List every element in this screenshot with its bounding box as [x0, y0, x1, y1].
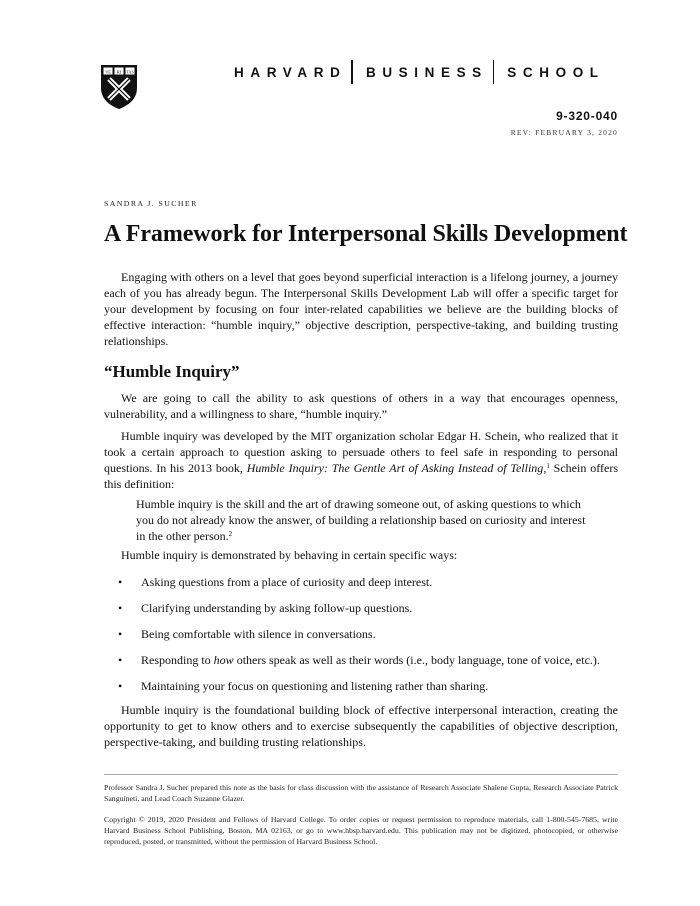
- book-title: Humble Inquiry: The Gentle Art of Asking Instead of Telling: [246, 461, 544, 475]
- block-quote: [136, 496, 586, 544]
- hbs-shield-logo: [100, 64, 138, 110]
- bullet-text-end: others speak as well as their words (i.e., body language, tone of voice, etc.).: [233, 653, 600, 667]
- author-name: SANDRA J. SUCHER: [104, 199, 198, 208]
- wordmark-school: SCHOOL: [507, 64, 605, 80]
- bullet-text: Being comfortable with silence in conversations.: [141, 627, 376, 641]
- origin-text-end: Schein offers this definition:: [104, 461, 618, 491]
- list-item: [104, 652, 624, 678]
- list-item: [104, 626, 624, 652]
- preparation-note: Professor Sandra J. Sucher prepared this note as the basis for class discussion with the assistance of Research Associate Shalene Gupta, Research Associate Patrick Sanguineti, and Lead Coach Suzanne Glazer.: [104, 783, 618, 803]
- list-item: [104, 600, 624, 626]
- shield-text-ve: VE: [105, 69, 111, 75]
- intro-paragraph: Engaging with others on a level that goes beyond superficial interaction is a lifelong journey, a journey each of you has already begun. The Interpersonal Skills Development Lab will offer a specific target for your development by focusing on four inter-related capabilities we believe are the building blocks of effective interaction: “humble inquiry,” objective description, perspective-taking, and building trusting relationships.: [104, 270, 618, 348]
- definition-paragraph: We are going to call the ability to ask questions of others in a way that encourages openness, vulnerability, and a willingness to share, “humble inquiry.”: [104, 391, 618, 421]
- quote-text: Humble inquiry is the skill and the art of drawing someone out, of asking questions to which you do not already know the answer, of building a relationship based on curiosity and interest in the other person.: [136, 497, 586, 543]
- revision-date: REV: FEBRUARY 3, 2020: [510, 128, 618, 137]
- list-item: [104, 678, 624, 704]
- bullet-text: Maintaining your focus on questioning and listening rather than sharing.: [141, 679, 489, 693]
- shield-text-tas: TAS: [126, 69, 134, 75]
- case-number: 9-320-040: [556, 109, 618, 123]
- footnote-ref-2: 2: [228, 530, 233, 538]
- list-item: [104, 574, 624, 600]
- footnote-ref-1: 1: [546, 462, 550, 470]
- conclusion-paragraph: Humble inquiry is the foundational building block of effective interpersonal interaction, creating the opportunity to get to know others and to exercise subsequently the capabilities of objective description, perspective-taking, and building trusting relationships.: [104, 703, 618, 749]
- bullet-text: Clarifying understanding by asking follow-up questions.: [141, 601, 413, 615]
- hbs-wordmark: [234, 62, 620, 82]
- behaviors-list: [104, 574, 624, 704]
- wordmark-divider: [493, 60, 495, 84]
- emphasis-how: how: [213, 653, 234, 667]
- wordmark-business: BUSINESS: [365, 64, 488, 80]
- behaviors-intro: Humble inquiry is demonstrated by behaving in certain specific ways:: [121, 548, 458, 562]
- wordmark-harvard: HARVARD: [234, 64, 347, 80]
- bullet-text: Asking questions from a place of curiosity and deep interest.: [141, 575, 433, 589]
- document-title: A Framework for Interpersonal Skills Development: [104, 221, 628, 247]
- origin-text-start: Humble inquiry was developed by the MIT organization scholar Edgar H. Schein, who realized that it took a certain approach to question asking to persuade others to feel safe in responding to personal questions. In his 2013 book,: [104, 429, 618, 475]
- shield-text-ri: RI: [116, 69, 122, 75]
- bullet-text-start: Responding to: [141, 653, 214, 667]
- copyright-notice: Copyright © 2019, 2020 President and Fellows of Harvard College. To order copies or request permission to reproduce materials, call 1-800-545-7685, write Harvard Business School Publishing, Boston, MA 02163, or go to www.hbsp.harvard.edu. This publication may not be digitized, photocopied, or otherwise reproduced, posted, or transmitted, without the permission of Harvard Business School.: [104, 815, 618, 846]
- section-heading: “Humble Inquiry”: [104, 362, 240, 381]
- wordmark-divider: [351, 60, 353, 84]
- origin-paragraph: Humble inquiry was developed by the MIT organization scholar Edgar H. Schein, who realized that it took a certain approach to question asking to persuade others to feel safe in responding to personal questions. In his 2013 book, Humble Inquiry: The Gentle Art of Asking Instead of Telling,$^1$ Schein offers this definition:: [104, 429, 618, 491]
- footnote-divider: [104, 774, 618, 775]
